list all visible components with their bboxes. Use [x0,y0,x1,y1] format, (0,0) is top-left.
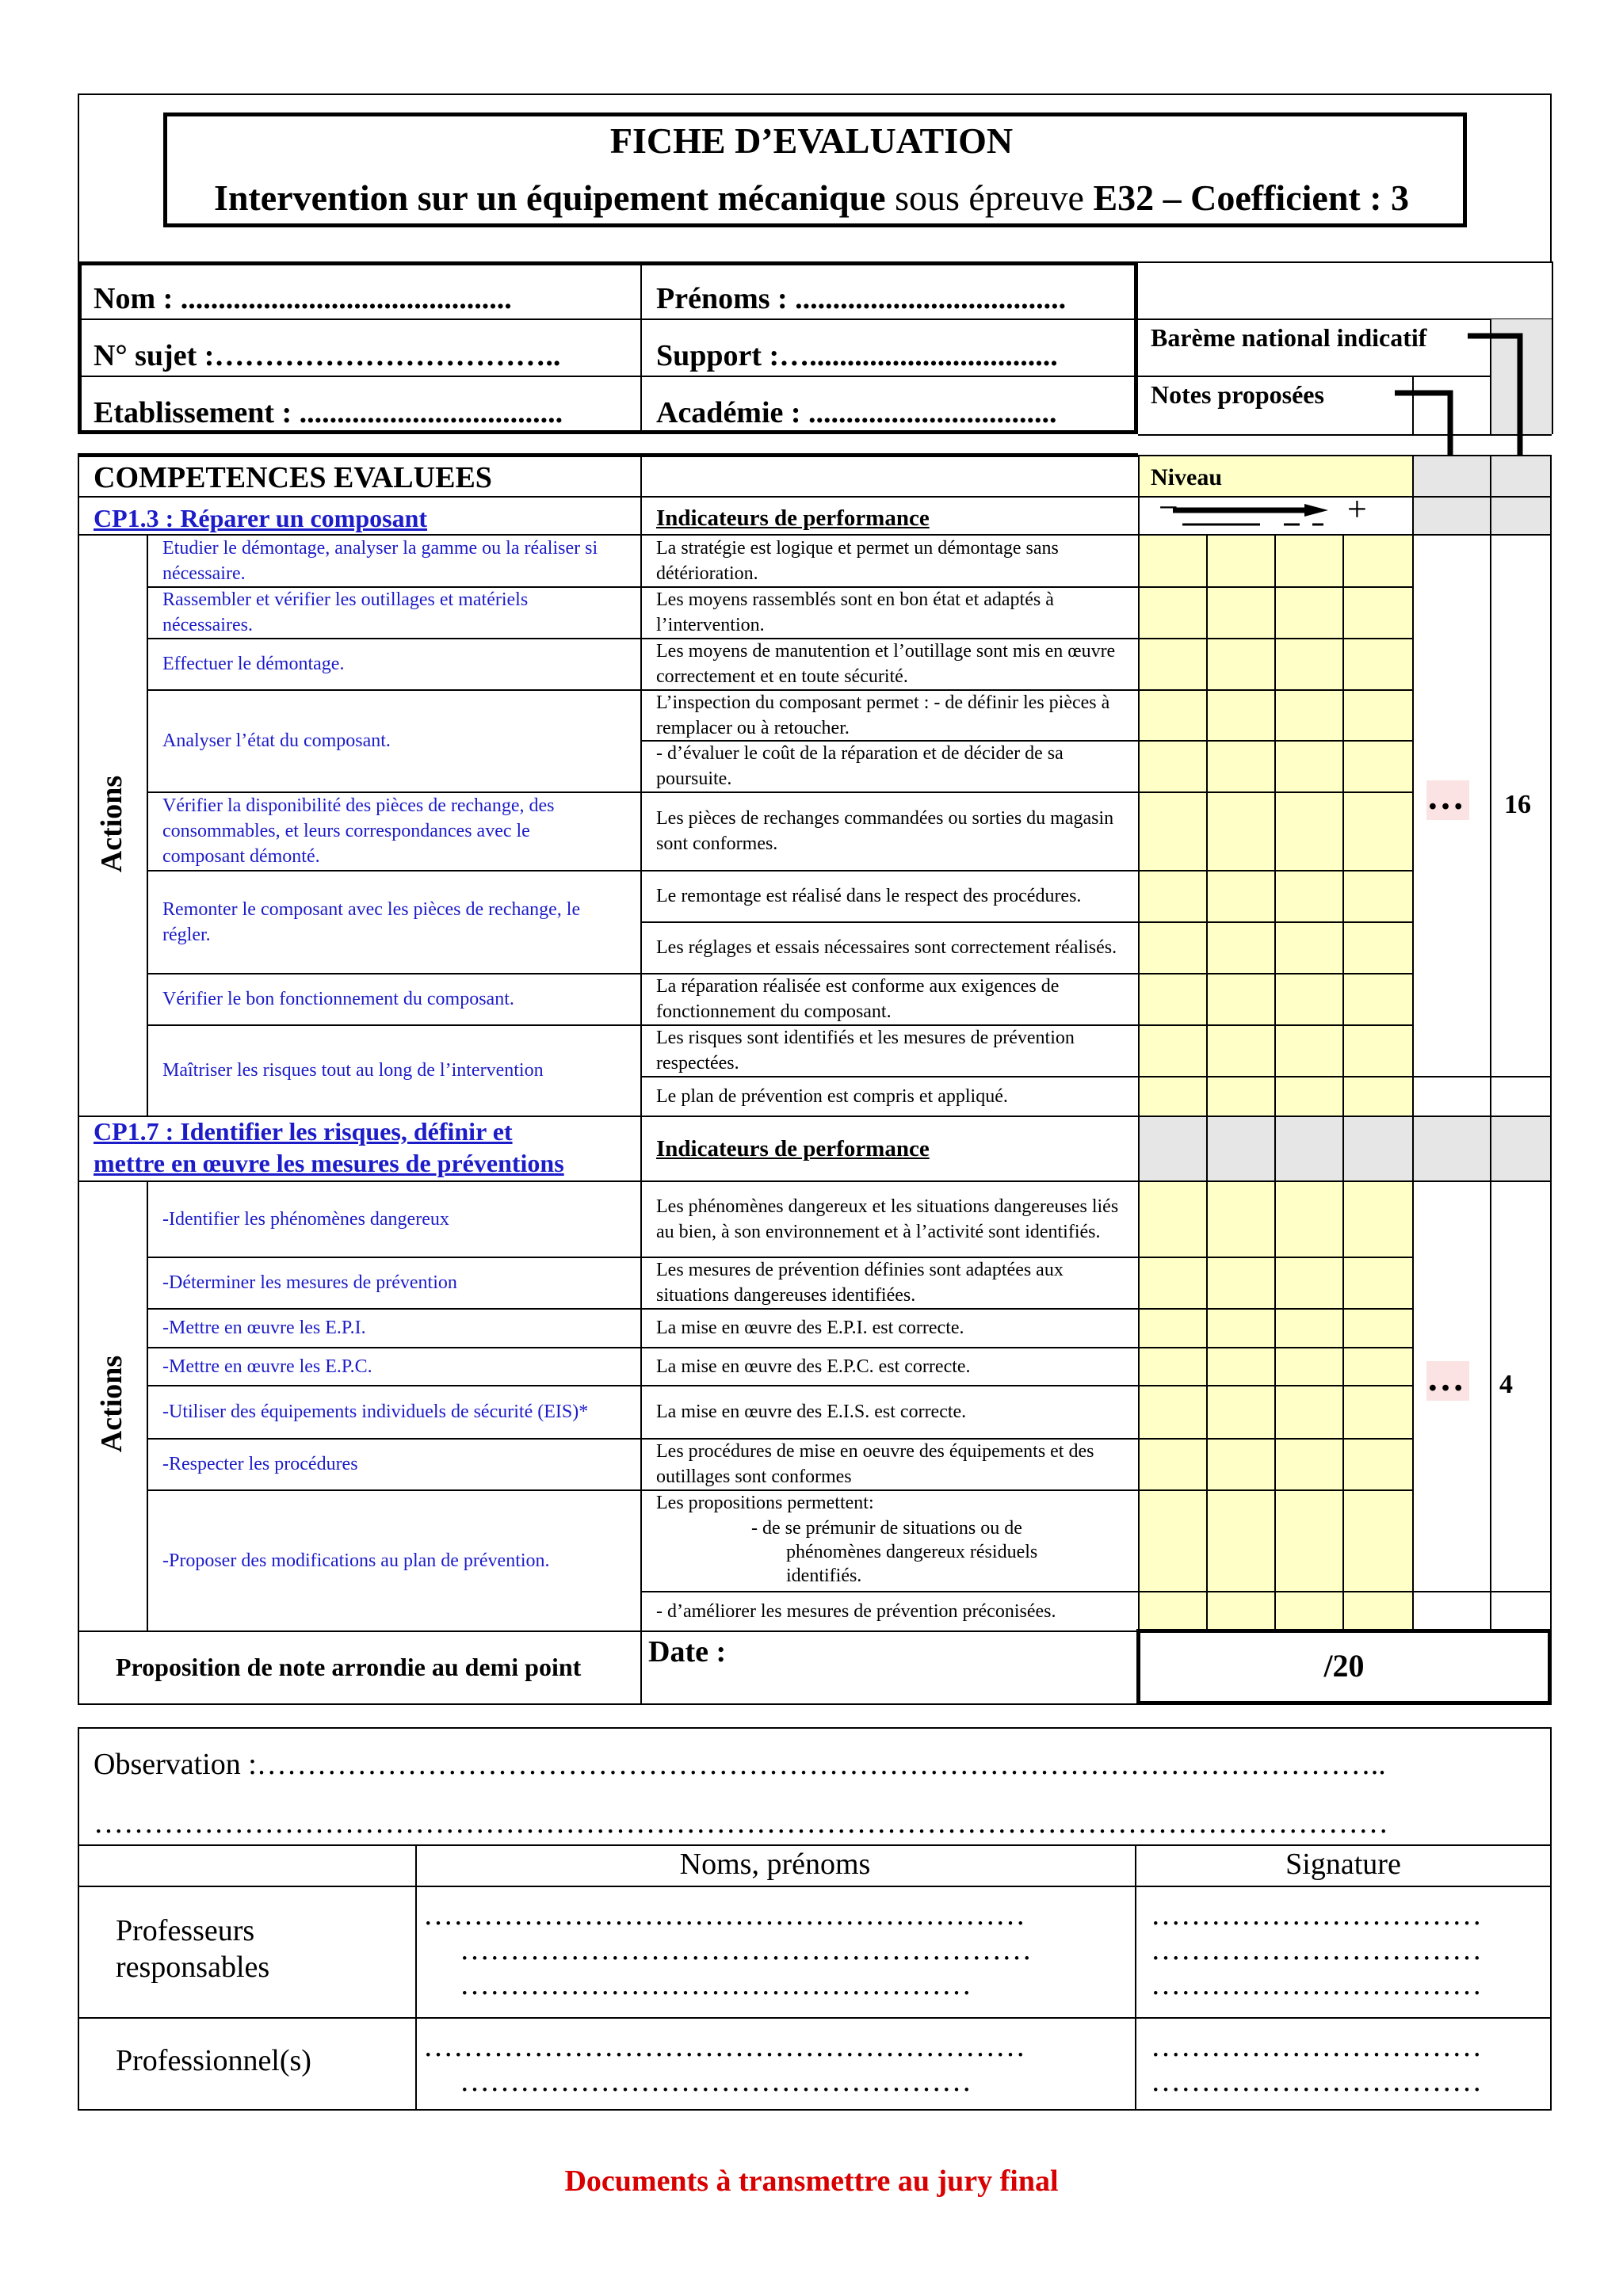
cp13-indicator-11: Le plan de prévention est compris et appliqué. [656,1085,1008,1107]
pro-signature-line-1[interactable]: …………………………… [1151,2030,1482,2063]
field-sujet[interactable]: N° sujet :…………………………….. [94,339,561,372]
cp13-title: CP1.3 : Réparer un composant [94,504,428,532]
cp17-title-line1: CP1.7 : Identifier les risques, définir et [94,1117,513,1146]
competences-heading: COMPETENCES EVALUEES [94,461,492,494]
cp17-title-line2: mettre en œuvre les mesures de préventions [94,1149,564,1177]
cp13-score[interactable]: … [1426,776,1465,818]
cp17-action-4: -Mettre en œuvre les E.P.C. [162,1356,372,1377]
cp17-indicator-4: La mise en œuvre des E.P.C. est correcte. [656,1356,971,1377]
field-nom[interactable]: Nom : ............................................ [94,282,512,315]
subtitle-part-2: sous épreuve [885,177,1094,218]
cp17-indicator-6: Les procédures de mise en oeuvre des équipements et des outillages sont conformes [656,1441,1094,1487]
subtitle-part-3: E32 – Coefficient : 3 [1093,177,1410,218]
row-label-professeurs: Professeurs [116,1914,255,1947]
proposition-label: Proposition de note arrondie au demi point [116,1653,582,1681]
prof-name-line-1[interactable]: …………………………………………………… [423,1898,1025,1932]
cp17-indicators-label: Indicateurs de performance [656,1136,930,1161]
cp17-indicator-2: Les mesures de prévention définies sont adaptées aux situations dangereuses identifiées. [656,1260,1064,1306]
cp13-indicator-2: Les moyens rassemblés sont en bon état et adaptés à l’intervention. [656,589,1054,635]
col-header-signature: Signature [1285,1848,1401,1881]
cp17-bareme: 4 [1499,1370,1513,1399]
cp17-action-3: -Mettre en œuvre les E.P.I. [162,1318,366,1338]
scale-arrow-icon [1165,502,1355,531]
scale-minus: − [1159,488,1178,527]
pro-signature-line-2[interactable]: …………………………… [1151,2065,1482,2098]
row-label-professionnels: Professionnel(s) [116,2044,311,2077]
cp17-action-6: -Respecter les procédures [162,1454,358,1474]
form-subtitle [0,177,1623,219]
observation-line-1[interactable]: Observation :………………………………………………………………………………………………….. [94,1748,1386,1781]
pro-name-line-1[interactable]: …………………………………………………… [423,2030,1025,2063]
cp13-indicators-label: Indicateurs de performance [656,505,930,531]
prof-signature-line-2[interactable]: …………………………… [1151,1933,1482,1966]
subtitle-part-1: Intervention sur un équipement mécanique [213,177,886,218]
competences-top-bold [78,453,1138,457]
cp13-indicator-3: Les moyens de manutention et l’outillage sont mis en œuvre correctement et en toute sécurité. [656,641,1116,687]
cp17-indicator-7: Les propositions permettent: [656,1493,874,1513]
identity-row-divider [78,376,1138,377]
cp13-indicator-6: Les pièces de rechanges commandées ou sorties du magasin sont conformes. [656,808,1114,854]
cp17-indicator-9: phénomènes dangereux résiduels [786,1542,1038,1562]
prof-signature-line-1[interactable]: …………………………… [1151,1898,1482,1932]
prof-signature-line-3[interactable]: …………………………… [1151,1968,1482,2001]
cp17-action-5: -Utiliser des équipements individuels de sécurité (EIS)* [162,1402,589,1422]
col-level-1 [1138,455,1140,1630]
row-line [78,1886,1552,1887]
col-level-4 [1342,1117,1344,1630]
cp13-action-5: Vérifier la disponibilité des pièces de rechange, des consommables, et leurs correspondances avec le composant démonté. [162,795,555,867]
cp17-action-2: -Déterminer les mesures de prévention [162,1272,457,1293]
identity-row-divider [78,318,1138,320]
cp17-indicator-10: identifiés. [786,1566,862,1586]
cp13-action-4: Analyser l’état du composant. [162,730,391,751]
col-header-names: Noms, prénoms [679,1848,871,1881]
col-level-2 [1206,535,1208,1116]
col-level-3 [1274,1117,1276,1630]
cp17-indicator-3: La mise en œuvre des E.P.I. est correcte. [656,1318,964,1338]
cp17-indicator-1: Les phénomènes dangereux et les situations dangereuses liés au bien, à son environnement et à l’activité sont identifiés. [656,1196,1119,1242]
cp13-indicator-1: La stratégie est logique et permet un démontage sans détérioration. [656,538,1059,584]
cp13-action-2: Rassembler et vérifier les outillages et matériels nécessaires. [162,589,529,635]
cp13-indicator-5: - d’évaluer le coût de la réparation et de décider de sa poursuite. [656,743,1064,789]
bareme-top [1138,261,1552,263]
cp13-indicator-10: Les risques sont identifiés et les mesures de prévention respectées. [656,1028,1075,1074]
cp17-action-1: -Identifier les phénomènes dangereux [162,1209,449,1230]
row-label-responsables: responsables [116,1951,270,1984]
notes-label: Notes proposées [1151,380,1324,409]
form-title: FICHE D’EVALUATION [609,120,1014,161]
niveau-label: Niveau [1151,464,1222,490]
cp13-indicator-4: L’inspection du composant permet : - de définir les pièces à remplacer ou à retoucher. [656,692,1110,738]
col-line [1135,1844,1136,2111]
col-level-4 [1342,535,1344,1116]
cp13-action-1: Etudier le démontage, analyser la gamme ou la réaliser si nécessaire. [162,538,598,584]
col-bareme [1490,455,1491,1630]
date-label[interactable]: Date : [648,1635,727,1669]
cp13-action-7: Vérifier le bon fonctionnement du composant. [162,989,514,1009]
row-line [78,496,1552,498]
row-line [78,1844,1552,1846]
col-line [415,1844,417,2111]
prof-name-line-3[interactable]: …………………………………………… [460,1968,972,2001]
observation-line-2[interactable]: ………………………………………………………………………………………………………………… [94,1806,1388,1840]
col-level-2 [1206,1117,1208,1630]
cp13-bareme: 16 [1504,790,1531,819]
row-line [78,1630,1138,1632]
cp17-action-7: -Proposer des modifications au plan de prévention. [162,1550,550,1571]
identity-col-divider [640,261,642,434]
field-academie[interactable]: Académie : ................................. [656,396,1057,429]
cp17-score[interactable]: … [1426,1357,1465,1399]
field-support[interactable]: Support :…................................. [656,339,1058,372]
cp13-action-3: Effectuer le démontage. [162,654,345,674]
cp17-indicator-5: La mise en œuvre des E.I.S. est correcte. [656,1402,967,1422]
col-level-3 [1274,535,1276,1116]
prof-name-line-2[interactable]: ………………………………………………… [460,1933,1032,1966]
cp13-actions-label: Actions [95,775,129,873]
cp13-indicator-9: La réparation réalisée est conforme aux exigences de fonctionnement du composant. [656,976,1060,1022]
note-total: /20 [1323,1648,1365,1684]
cp17-actions-label: Actions [95,1355,129,1453]
cp13-action-6: Remonter le composant avec les pièces de rechange, le régler. [162,898,581,945]
cp13-action-8: Maîtriser les risques tout au long de l’intervention [162,1060,544,1081]
cp13-indicator-7: Le remontage est réalisé dans le respect des procédures. [656,886,1082,906]
cp17-indicator-8: - de se prémunir de situations ou de [751,1518,1022,1539]
bareme-label: Barème national indicatif [1151,323,1427,352]
field-prenoms[interactable]: Prénoms : .................................... [656,282,1067,315]
cp17-indicator-11: - d’améliorer les mesures de prévention préconisées. [656,1600,1056,1622]
field-etablissement[interactable]: Etablissement : ................................... [94,396,563,429]
cp13-indicator-8: Les réglages et essais nécessaires sont correctement réalisés. [656,937,1117,958]
bottom-note: Documents à transmettre au jury final [564,2164,1059,2198]
pro-name-line-2[interactable]: …………………………………………… [460,2065,972,2098]
row-line [78,2017,1552,2019]
col-notes [1412,455,1414,1630]
scale-plus: + [1347,490,1367,528]
